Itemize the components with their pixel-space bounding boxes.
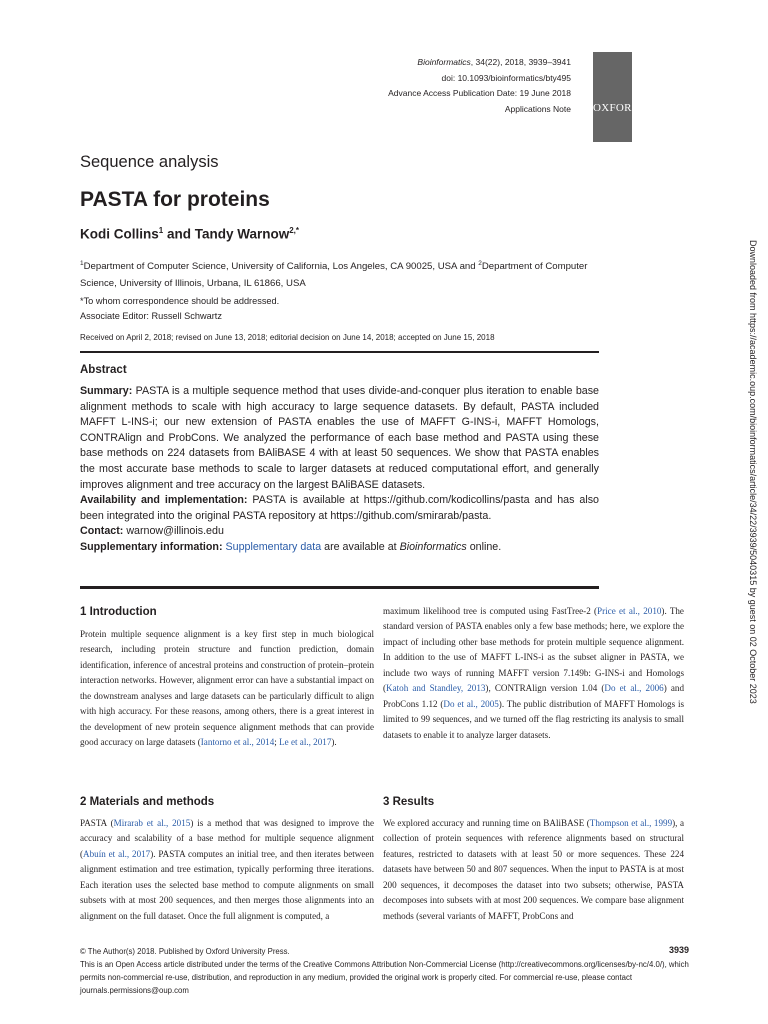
download-watermark: Downloaded from https://academic.oup.com/bioinformatics/article/34/22/3939/5040315 by guest on 02 October 2023 [748, 240, 758, 704]
article-type: Applications Note [504, 103, 571, 114]
abstract-heading: Abstract [80, 364, 127, 376]
author-2[interactable]: Tandy Warnow [194, 226, 290, 242]
author-1[interactable]: Kodi Collins [80, 226, 159, 242]
ref-do-2006[interactable]: Do et al., 2006 [604, 683, 664, 694]
ref-abuin-2017[interactable]: Abuín et al., 2017 [83, 848, 151, 859]
ref-katoh-2013[interactable]: Katoh and Standley, 2013 [386, 683, 486, 694]
correspondence-notes [80, 294, 600, 324]
page-number: 3939 [668, 945, 689, 955]
affiliations: $^1$Department of Computer Science, University of California, Los Angeles, CA 90025, USA and $^2$Department of Computer Science, University of Illinois, Urbana, IL 61866, USA [80, 260, 588, 290]
ref-iantorno-2014[interactable]: Iantorno et al., 2014 [200, 737, 275, 748]
results-heading: 3 Results [383, 796, 435, 808]
ref-le-2017[interactable]: Le et al., 2017 [279, 737, 332, 748]
authors: Kodi Collins$^1$ and Tandy Warnow$^{2,*}$ [80, 226, 300, 242]
abstract-availability: Availability and implementation: PASTA is available at https://github.com/kodicollins/pasta and has also been integrated into the original PASTA repository at https://github.com/smirarab/pasta. [80, 494, 599, 522]
intro-heading: 1 Introduction [80, 606, 157, 618]
col2-text-top: maximum likelihood tree is computed using FastTree-2 (Price et al., 2010). The standard version of PASTA enables only a few base methods; here, we explore the impact of including other base methods for protein multiple sequence alignment. In addition to the use of MAFFT L-INS-i as the subset aligner in PASTA, we include two ways of running MAFFT version 7.149b: G-INS-i and Homologs (Katoh and Standley, 2013), CONTRAlign version 1.04 (Do et al., 2006) and ProbCons 1.12 (Do et al., 2005). The public distribution of MAFFT Homologs is limited to 99 sequences, and we turned off the flag restricting its analysis to small datasets to enable it to analyze larger datasets. [383, 606, 685, 740]
divider-abstract [80, 586, 599, 589]
ref-do-2005[interactable]: Do et al., 2005 [443, 698, 499, 709]
journal-meta [271, 55, 571, 117]
divider-top [80, 351, 599, 353]
methods-heading: 2 Materials and methods [80, 796, 215, 808]
section-label: Sequence analysis [80, 153, 219, 171]
intro-text: Protein multiple sequence alignment is a key first step in much biological research, including protein structure and function prediction, domain identification, inference of ancestral proteins and construction of protein–protein interaction networks. However, alignment error can have a substantial impact on the downstream analyses and large datasets can be particularly difficult to align with high accuracy. For these reasons, among others, there is a great interest in the development of new protein sequence alignment methods that can provide good accuracy on large datasets (Iantorno et al., 2014; Le et al., 2017). [80, 629, 374, 748]
ref-thompson-1999[interactable]: Thompson et al., 1999 [589, 818, 673, 828]
abstract-supplementary: Supplementary information: Supplementary data are available at Bioinformatics online. [80, 540, 502, 553]
article-title: PASTA for proteins [80, 188, 270, 211]
ref-price-2010[interactable]: Price et al., 2010 [597, 606, 662, 616]
abstract-body [80, 384, 599, 556]
methods-text: PASTA (Mirarab et al., 2015) is a method that was designed to improve the accuracy and scalability of a base method for multiple sequence alignment (Abuín et al., 2017). PASTA computes an initial tree, and then iterates between alignment estimation and tree estimation, typically performing three iterations. Each iteration uses the selected base method to compute alignments on small subsets with at most 200 sequences, and then merges those alignments into an alignment on the full dataset. Once the full alignment is computed, a [80, 818, 374, 921]
doi[interactable]: doi: 10.1093/bioinformatics/bty495 [441, 72, 571, 83]
advance-access-date: Advance Access Publication Date: 19 June 2018 [388, 88, 571, 98]
footer [80, 945, 689, 997]
abstract-summary: Summary: PASTA is a multiple sequence method that uses divide-and-conquer plus iteration to enable base alignment methods to scale with high accuracy to large sequence datasets. By default, PASTA included MAFFT L-INS-i; our new extension of PASTA enables the use of MAFFT G-INS-i, MAFFT Homologs, CONTRAlign and ProbCons. We analyzed the performance of each base method and PASTA using these base methods on 224 datasets from BAliBASE 4 with at least 50 sequences. We show that PASTA enables the most accurate base methods to scale to larger datasets at reduced computational effort, and generally improves alignment and tree accuracy on the largest BAliBASE datasets. [80, 385, 599, 491]
oxford-logo: OXFORD [593, 52, 632, 142]
results-text: We explored accuracy and running time on BAliBASE (Thompson et al., 1999), a collection of protein sequences with reference alignments based on structural features, restricted to datasets with at least 50 or more sequences. These 224 datasets have between 50 and 807 sequences. When the input to PASTA is at most 200 sequences, it decomposes the dataset into two subsets; otherwise, PASTA decomposes into subsets with at most 200 sequences. We compare base alignment methods (several variants of MAFFT, ProbCons and [383, 818, 684, 921]
supplementary-data-link[interactable]: Supplementary data [225, 540, 322, 553]
citation: Bioinformatics, 34(22), 2018, 3939–3941 [417, 57, 571, 67]
correspondence: *To whom correspondence should be addressed. [80, 296, 280, 306]
copyright: © The Author(s) 2018. Published by Oxford University Press. [80, 947, 290, 956]
ref-mirarab-2015[interactable]: Mirarab et al., 2015 [113, 818, 191, 828]
associate-editor: Associate Editor: Russell Schwartz [80, 311, 222, 321]
received-dates: Received on April 2, 2018; revised on June 13, 2018; editorial decision on June 14, 2018; accepted on June 15, 2018 [80, 333, 495, 342]
abstract-contact: Contact: warnow@illinois.edu [80, 525, 224, 538]
license-text: This is an Open Access article distributed under the terms of the Creative Commons Attribution Non-Commercial License (http://creativecommons.org/licenses/by-nc/4.0/), which permits non-commercial re-use, distribution, and reproduction in any medium, provided the original work is properly cited. For commercial re-use, please contact journals.permissions@oup.com [80, 960, 689, 995]
